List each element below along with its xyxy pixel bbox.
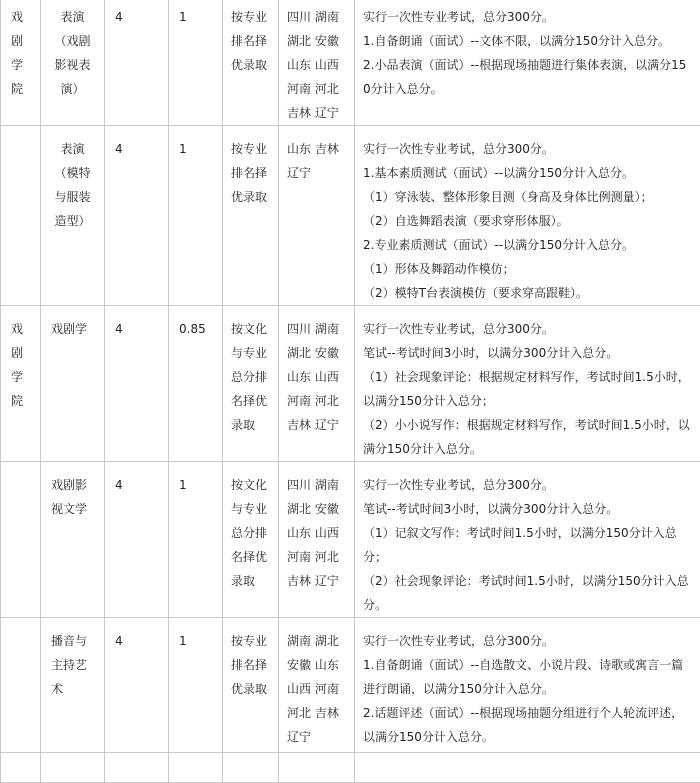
province-line: 河北 吉林 [287, 701, 350, 725]
detail-line: 实行一次性专业考试，总分300分。 [363, 137, 694, 161]
major-cell [41, 753, 105, 783]
major-cell [41, 618, 105, 753]
ratio-value: 0.85 [179, 322, 206, 336]
duration-cell [105, 306, 169, 462]
detail-line: 0分计入总分。 [363, 77, 694, 101]
province-line: 河南 河北 [287, 389, 350, 413]
method-line: 按文化 [231, 317, 272, 341]
method-line: 录取 [231, 569, 272, 593]
major-cell [41, 126, 105, 306]
method-line: 与专业 [231, 341, 272, 365]
ratio-cell [169, 618, 223, 753]
table-row [1, 0, 700, 126]
province-line: 河南 河北 [287, 545, 350, 569]
ratio-cell [169, 126, 223, 306]
major-line: 影视表 [43, 53, 102, 77]
detail-line: 笔试--考试时间3小时，以满分300分计入总分。 [363, 497, 694, 521]
province-line: 吉林 辽宁 [287, 413, 350, 437]
method-line: 按专业 [231, 5, 272, 29]
detail-line: 实行一次性专业考试，总分300分。 [363, 5, 694, 29]
province-line: 湖南 湖北 [287, 629, 350, 653]
method-line: 名择优 [231, 389, 272, 413]
table-row [1, 306, 700, 462]
detail-line: （2）自选舞蹈表演（要求穿形体服）。 [363, 209, 694, 233]
detail-line: 以满分150分计入总分。 [363, 725, 694, 749]
method-line: 排名择 [231, 29, 272, 53]
detail-line: 实行一次性专业考试，总分300分。 [363, 629, 694, 653]
province-line: 山东 山西 [287, 365, 350, 389]
detail-line: （2）小小说写作：根据规定材料写作，考试时间1.5小时，以 [363, 413, 694, 437]
duration-value: 4 [115, 10, 123, 24]
province-line: 山东 山西 [287, 521, 350, 545]
province-line: 四川 湖南 [287, 473, 350, 497]
details-cell [355, 753, 700, 783]
method-cell [223, 0, 279, 126]
major-cell [41, 306, 105, 462]
major-line: 播音与 [51, 629, 100, 653]
province-line: 山西 河南 [287, 677, 350, 701]
provinces-cell [279, 462, 355, 618]
detail-line: 满分150分计入总分。 [363, 437, 694, 461]
province-line: 吉林 辽宁 [287, 101, 350, 125]
method-line: 总分排 [231, 365, 272, 389]
details-cell [355, 462, 700, 618]
method-line: 按专业 [231, 137, 272, 161]
college-cell [1, 618, 41, 753]
ratio-value: 1 [179, 10, 187, 24]
ratio-value: 1 [179, 478, 187, 492]
detail-line: 1.自备朗诵（面试）--自选散文、小说片段、诗歌或寓言一篇 [363, 653, 694, 677]
college-char: 学 [11, 365, 40, 389]
college-cell [1, 753, 41, 783]
method-line: 名择优 [231, 545, 272, 569]
major-cell [41, 462, 105, 618]
ratio-value: 1 [179, 634, 187, 648]
detail-line: 2.专业素质测试（面试）--以满分150分计入总分。 [363, 233, 694, 257]
major-cell [41, 0, 105, 126]
provinces-cell [279, 753, 355, 783]
details-cell [355, 0, 700, 126]
provinces-cell [279, 0, 355, 126]
college-char: 剧 [11, 29, 40, 53]
major-line: （模特 [43, 161, 102, 185]
detail-line: （1）社会现象评论：根据规定材料写作，考试时间1.5小时， [363, 365, 694, 389]
province-line: 山东 吉林 [287, 137, 350, 161]
method-cell [223, 126, 279, 306]
method-cell [223, 753, 279, 783]
ratio-cell [169, 0, 223, 126]
provinces-cell [279, 306, 355, 462]
major-line: 表演 [43, 137, 102, 161]
college-cell [1, 462, 41, 618]
college-char: 戏 [11, 317, 40, 341]
province-line: 湖北 安徽 [287, 341, 350, 365]
method-cell [223, 618, 279, 753]
province-line: 四川 湖南 [287, 5, 350, 29]
table-row [1, 753, 700, 783]
method-line: 录取 [231, 413, 272, 437]
duration-cell [105, 462, 169, 618]
method-line: 优录取 [231, 677, 272, 701]
college-cell [1, 0, 41, 126]
method-line: 排名择 [231, 653, 272, 677]
detail-line: （1）穿泳装、整体形象目测（身高及身体比例测量）； [363, 185, 694, 209]
major-line: 视文学 [51, 497, 100, 521]
province-line: 吉林 辽宁 [287, 569, 350, 593]
duration-value: 4 [115, 142, 123, 156]
duration-value: 4 [115, 478, 123, 492]
details-cell [355, 306, 700, 462]
duration-value: 4 [115, 634, 123, 648]
detail-line: 实行一次性专业考试，总分300分。 [363, 473, 694, 497]
ratio-value: 1 [179, 142, 187, 156]
province-line: 山东 山西 [287, 53, 350, 77]
college-cell [1, 126, 41, 306]
details-cell [355, 126, 700, 306]
detail-line: 2.小品表演（面试）--根据现场抽题进行集体表演，以满分15 [363, 53, 694, 77]
ratio-cell [169, 753, 223, 783]
detail-line: （2）模特T台表演模仿（要求穿高跟鞋）。 [363, 281, 694, 305]
major-line: 主持艺 [51, 653, 100, 677]
detail-line: 实行一次性专业考试，总分300分。 [363, 317, 694, 341]
college-cell [1, 306, 41, 462]
table-row [1, 618, 700, 753]
duration-cell [105, 618, 169, 753]
major-line: 演） [43, 77, 102, 101]
detail-line: 以满分150分计入总分； [363, 389, 694, 413]
detail-line: 2.话题评述（面试）--根据现场抽题分组进行个人轮流评述， [363, 701, 694, 725]
major-line: 戏剧学 [51, 317, 100, 341]
duration-cell [105, 753, 169, 783]
method-line: 优录取 [231, 185, 272, 209]
college-char: 院 [11, 389, 40, 413]
detail-line: （1）形体及舞蹈动作模仿； [363, 257, 694, 281]
ratio-cell [169, 306, 223, 462]
detail-line: 分。 [363, 593, 694, 617]
duration-value: 4 [115, 322, 123, 336]
method-cell [223, 306, 279, 462]
ratio-cell [169, 462, 223, 618]
province-line: 安徽 山东 [287, 653, 350, 677]
college-char: 学 [11, 53, 40, 77]
provinces-cell [279, 618, 355, 753]
details-cell [355, 618, 700, 753]
province-line: 湖北 安徽 [287, 29, 350, 53]
method-line: 按专业 [231, 629, 272, 653]
table-row [1, 126, 700, 306]
province-line: 辽宁 [287, 725, 350, 749]
detail-line: 进行朗诵，以满分150分计入总分。 [363, 677, 694, 701]
method-line: 总分排 [231, 521, 272, 545]
major-line: 与服装 [43, 185, 102, 209]
province-line: 河南 河北 [287, 77, 350, 101]
method-line: 排名择 [231, 161, 272, 185]
major-line: 术 [51, 677, 100, 701]
major-line: 戏剧影 [51, 473, 100, 497]
major-line: 表演 [43, 5, 102, 29]
provinces-cell [279, 126, 355, 306]
detail-line: （2）社会现象评论：考试时间1.5小时，以满分150分计入总 [363, 569, 694, 593]
college-char: 院 [11, 77, 40, 101]
province-line: 四川 湖南 [287, 317, 350, 341]
method-line: 按文化 [231, 473, 272, 497]
college-char: 剧 [11, 341, 40, 365]
table-row [1, 462, 700, 618]
province-line: 辽宁 [287, 161, 350, 185]
method-cell [223, 462, 279, 618]
province-line: 湖北 安徽 [287, 497, 350, 521]
major-line: 造型） [43, 209, 102, 233]
detail-line: 1.基本素质测试（面试）--以满分150分计入总分。 [363, 161, 694, 185]
duration-cell [105, 126, 169, 306]
detail-line: 1.自备朗诵（面试）--文体不限，以满分150分计入总分。 [363, 29, 694, 53]
detail-line: 分； [363, 545, 694, 569]
method-line: 优录取 [231, 53, 272, 77]
detail-line: 笔试--考试时间3小时，以满分300分计入总分。 [363, 341, 694, 365]
detail-line: （1）记叙文写作：考试时间1.5小时，以满分150分计入总 [363, 521, 694, 545]
duration-cell [105, 0, 169, 126]
major-line: （戏剧 [43, 29, 102, 53]
college-char: 戏 [11, 5, 40, 29]
method-line: 与专业 [231, 497, 272, 521]
